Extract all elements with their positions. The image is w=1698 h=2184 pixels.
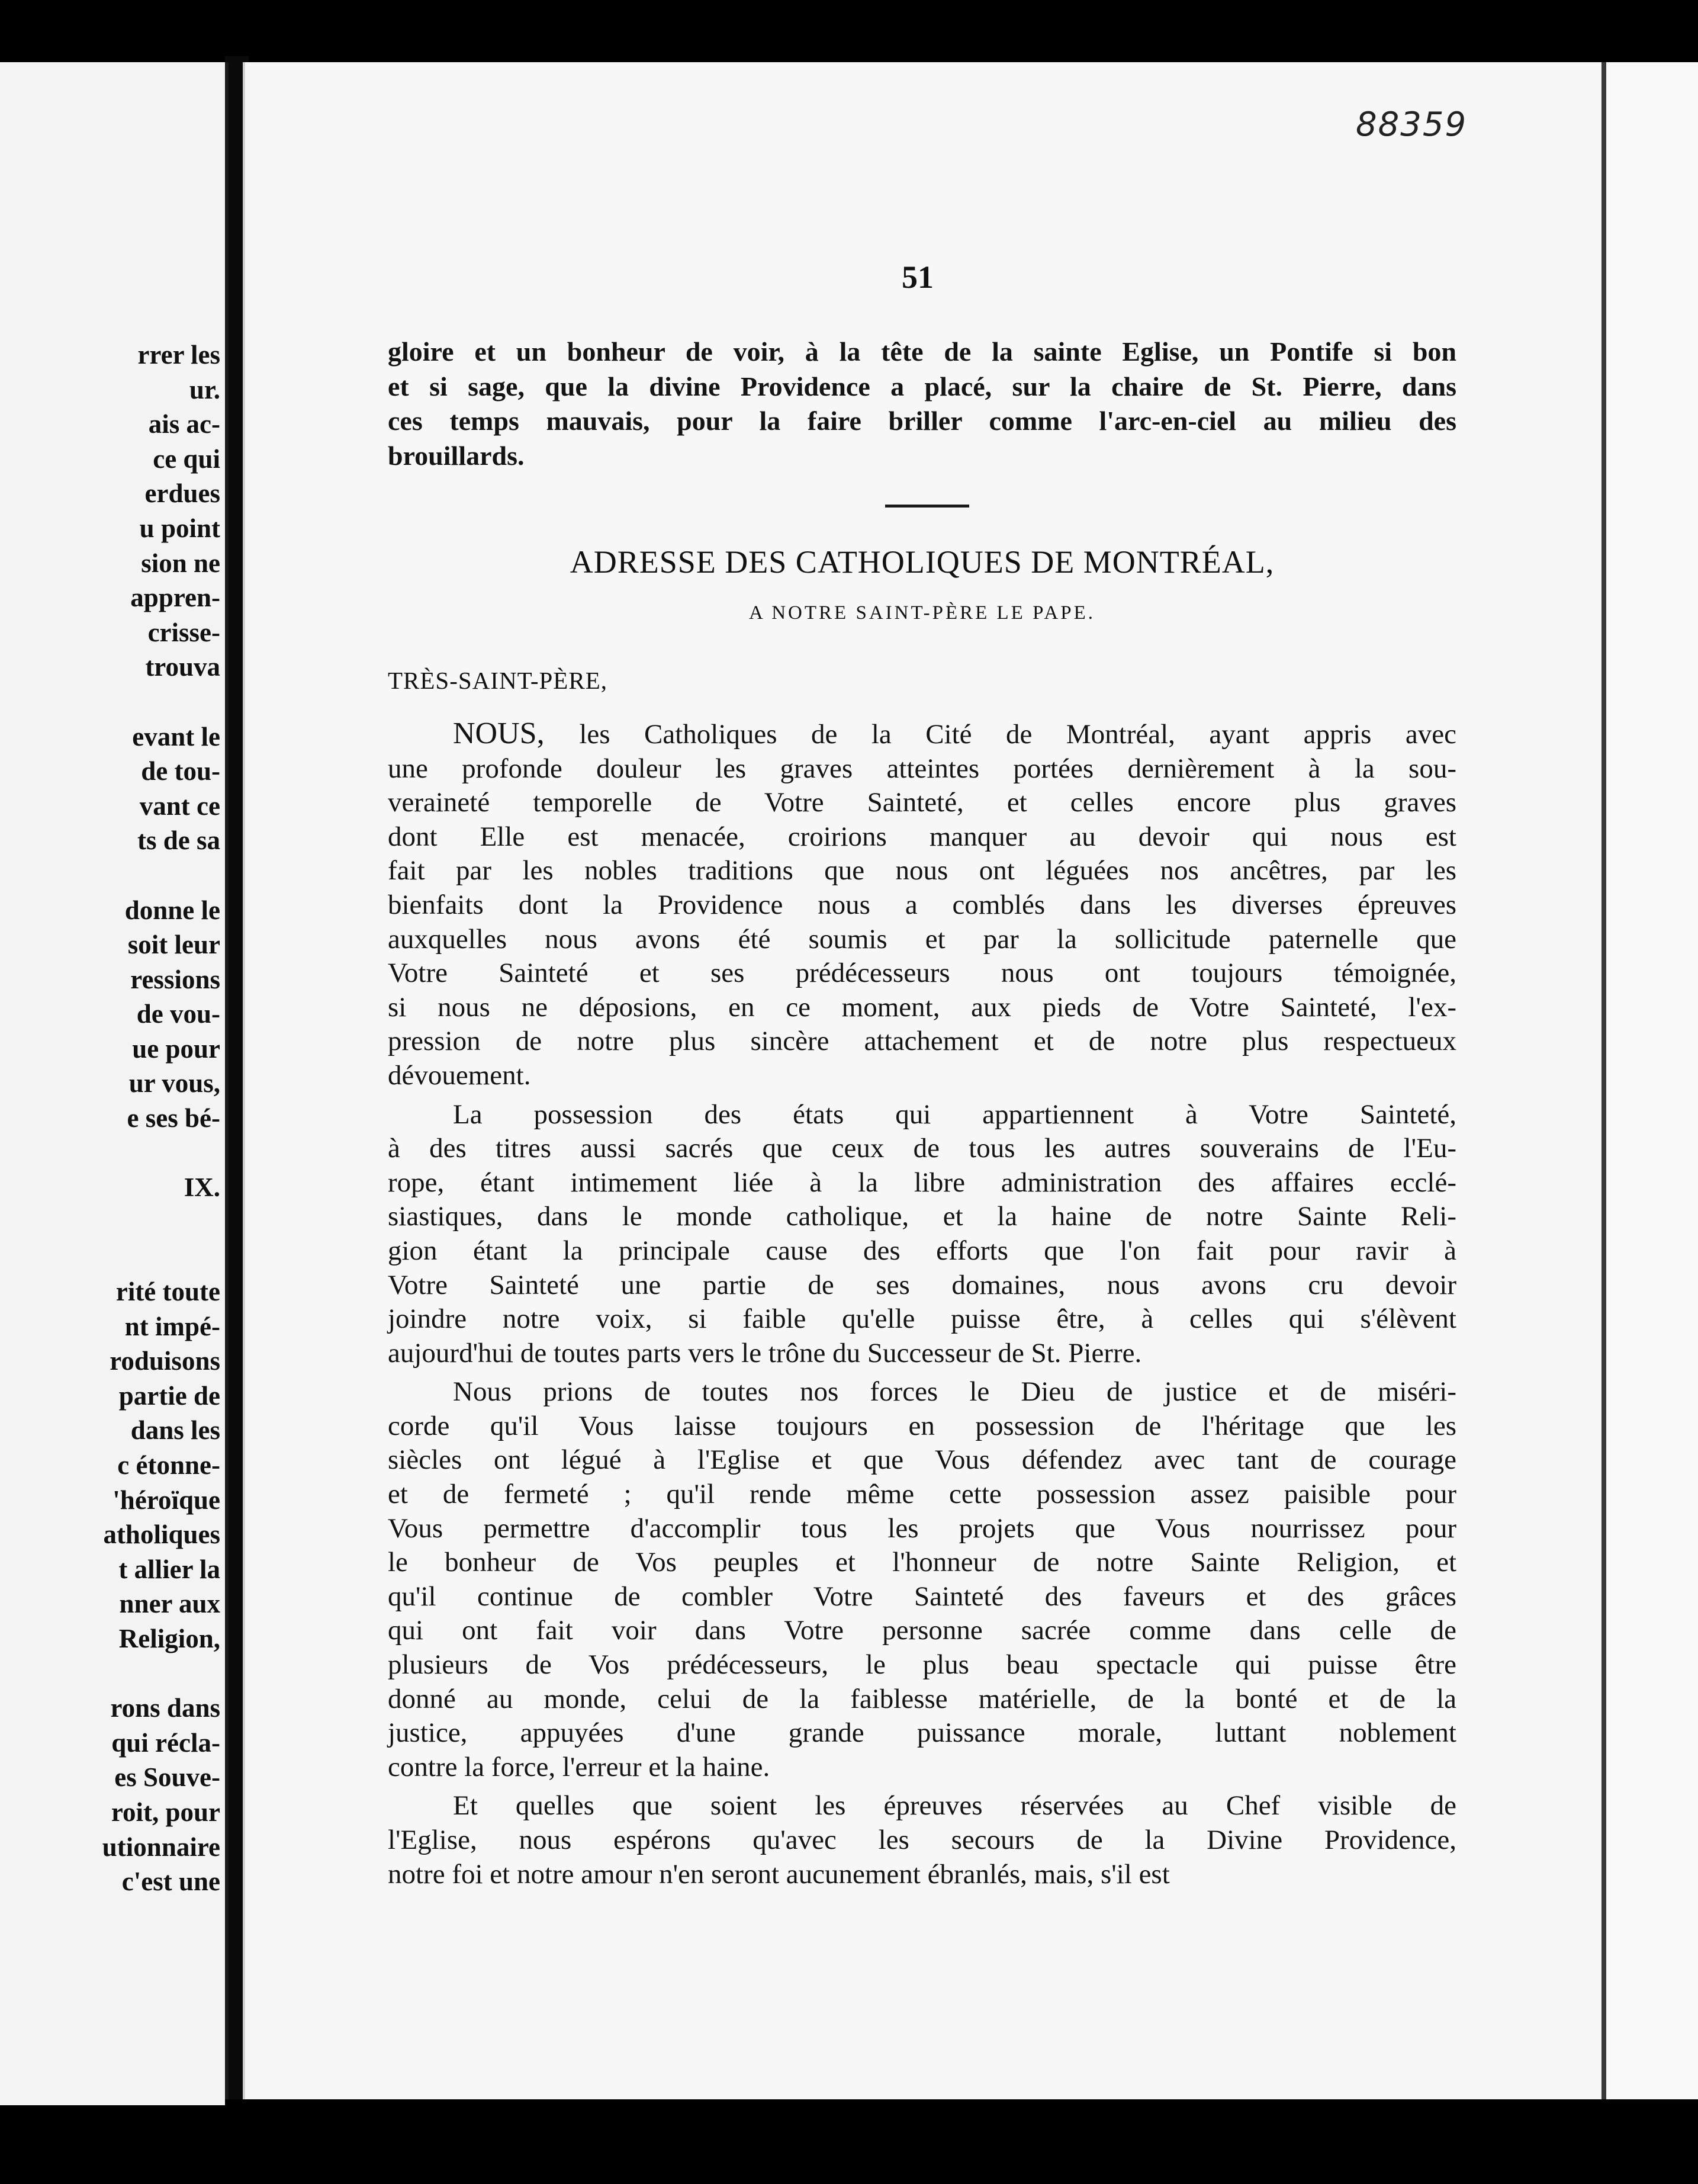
left-page-line: IX.	[184, 1173, 220, 1203]
left-page-line: es Souve-	[114, 1762, 220, 1793]
body-line: joindre notre voix, si faible qu'elle puisse être, à celles qui s'élèvent	[388, 1303, 1456, 1335]
left-page-line: Religion,	[118, 1623, 220, 1653]
left-page-line: evant le	[132, 721, 220, 751]
left-page-line: qui récla-	[111, 1727, 220, 1758]
left-page-line: t allier la	[118, 1554, 220, 1584]
left-page-line	[0, 1205, 220, 1240]
body-line: Vous permettre d'accomplir tous les projets que Vous nourrissez pour	[388, 1512, 1456, 1544]
body-line: contre la force, l'erreur et la haine.	[388, 1751, 770, 1782]
body-line: donné au monde, celui de la faiblesse matérielle, de la bonté et de la	[388, 1683, 1456, 1714]
intro-line: brouillards.	[388, 440, 525, 471]
body-line: dont Elle est menacée, croirions manquer au devoir qui nous est	[388, 821, 1456, 852]
body-line	[388, 1789, 1456, 1823]
left-page-line: rrer les	[137, 340, 220, 370]
body-line: qui ont fait voir dans Votre personne sacrée comme dans celle de	[388, 1615, 1456, 1646]
left-page-line: c'est une	[121, 1867, 220, 1897]
body-line: pression de notre plus sincère attachement et de notre plus respectueux	[388, 1026, 1456, 1057]
body-line: siastiques, dans le monde catholique, et la haine de notre Sainte Reli-	[388, 1201, 1456, 1232]
left-page-line: sion ne	[141, 548, 220, 578]
body-paragraph	[388, 1098, 1456, 1371]
left-page-line: de vou-	[136, 999, 220, 1029]
left-page-line: nner aux	[119, 1589, 220, 1619]
body-line: et de fermeté ; qu'il rende même cette possession assez paisible pour	[388, 1479, 1456, 1510]
left-page-line: u point	[139, 513, 220, 543]
body-line: rope, étant intimement liée à la libre administration des affaires ecclé-	[388, 1167, 1456, 1198]
catalog-number: 88359	[1356, 105, 1468, 144]
left-page-line: vant ce	[139, 791, 220, 821]
left-page-line: rité toute	[115, 1277, 220, 1307]
body-line	[388, 1375, 1456, 1409]
body-line: si nous ne déposions, en ce moment, aux pieds de Votre Sainteté, l'ex-	[388, 991, 1456, 1023]
body-line: à des titres aussi sacrés que ceux de tous les autres souverains de l'Eu-	[388, 1133, 1456, 1164]
body-line: une profonde douleur les graves atteintes portées dernièrement à la sou-	[388, 753, 1456, 784]
line-text: Et quelles que soient les épreuves réservées au Chef visible de	[453, 1790, 1456, 1822]
left-page-line: ur vous,	[128, 1068, 220, 1099]
body-line: bienfaits dont la Providence nous a comblés dans les diverses épreuves	[388, 889, 1456, 920]
left-facing-page	[0, 62, 229, 2105]
left-page-line: utionnaire	[102, 1832, 220, 1862]
left-page-line: erdues	[144, 478, 220, 509]
left-page-line	[0, 858, 220, 893]
body-line: fait par les nobles traditions que nous ont léguées nos ancêtres, par les	[388, 855, 1456, 887]
body-line: aujourd'hui de toutes parts vers le trône du Successeur de St. Pierre.	[388, 1337, 1142, 1369]
left-page-line: 'héroïque	[112, 1485, 220, 1515]
right-margin	[1606, 62, 1698, 2099]
section-heading: ADRESSE DES CATHOLIQUES DE MONTRÉAL,	[570, 544, 1275, 580]
body-line	[388, 717, 1456, 752]
body-line: auxquelles nous avons été soumis et par la sollicitude paternelle que	[388, 923, 1456, 955]
left-page-text	[0, 338, 220, 1899]
left-page-line: ressions	[130, 964, 220, 994]
left-page-line: roduisons	[110, 1346, 220, 1376]
body-line: justice, appuyées d'une grande puissance morale, luttant noblement	[388, 1717, 1456, 1749]
left-page-line: partie de	[118, 1380, 220, 1411]
left-page-line: trouva	[145, 652, 220, 682]
body-paragraph	[388, 1375, 1456, 1784]
left-page-line	[0, 1656, 220, 1691]
page-frame-line	[1601, 62, 1606, 2099]
page-number: 51	[902, 259, 934, 295]
left-page-line: ce qui	[153, 444, 220, 474]
scan-bottom-border	[225, 2099, 1698, 2184]
left-page-line: atholiques	[103, 1520, 220, 1550]
line-text: les Catholiques de la Cité de Montréal, ayant appris avec	[579, 719, 1457, 750]
line-text: La possession des états qui appartiennent à Votre Sainteté,	[453, 1099, 1456, 1130]
body-paragraph	[388, 717, 1456, 1093]
left-page-line: rons dans	[110, 1693, 220, 1723]
section-divider	[885, 505, 969, 508]
body-line: le bonheur de Vos peuples et l'honneur de notre Sainte Religion, et	[388, 1547, 1456, 1578]
lead-word: NOUS,	[453, 717, 580, 750]
body-line: notre foi et notre amour n'en seront aucunement ébranlés, mais, s'il est	[388, 1858, 1170, 1890]
left-page-line	[0, 1136, 220, 1171]
left-page-line: donne le	[124, 895, 220, 925]
body-line: Votre Sainteté une partie de ses domaines, nous avons cru devoir	[388, 1269, 1456, 1300]
left-page-line: de tou-	[141, 756, 220, 786]
line-text: Nous prions de toutes nos forces le Dieu de justice et de miséri-	[453, 1376, 1456, 1408]
address-body	[388, 717, 1456, 1896]
intro-line: gloire et un bonheur de voir, à la tête de la sainte Eglise, un Pontife si bon	[388, 336, 1456, 367]
left-page-line: c étonne-	[117, 1450, 220, 1480]
body-line: dévouement.	[388, 1059, 531, 1091]
left-page-line: nt impé-	[124, 1311, 220, 1341]
left-page-line: e ses bé-	[127, 1103, 220, 1133]
left-page-line	[0, 685, 220, 720]
body-line: Votre Sainteté et ses prédécesseurs nous ont toujours témoignée,	[388, 958, 1456, 989]
intro-line: ces temps mauvais, pour la faire briller comme l'arc-en-ciel au milieu des	[388, 406, 1456, 436]
left-page-line: ts de sa	[137, 826, 220, 856]
salutation: TRÈS-SAINT-PÈRE,	[388, 667, 607, 694]
intro-paragraph	[388, 335, 1456, 473]
body-line: plusieurs de Vos prédécesseurs, le plus beau spectacle qui puisse être	[388, 1649, 1456, 1681]
body-line: gion étant la principale cause des efforts que l'on fait pour ravir à	[388, 1235, 1456, 1266]
left-page-line: ue pour	[132, 1033, 220, 1064]
left-page-line: dans les	[130, 1415, 220, 1446]
left-page-line: ais ac-	[148, 409, 220, 439]
left-page-line: roit, pour	[111, 1797, 220, 1827]
intro-line: et si sage, que la divine Providence a placé, sur la chaire de St. Pierre, dans	[388, 371, 1456, 402]
body-line: veraineté temporelle de Votre Sainteté, et celles encore plus graves	[388, 787, 1456, 818]
body-line: siècles ont légué à l'Eglise et que Vous défendez avec tant de courage	[388, 1444, 1456, 1476]
body-line	[388, 1098, 1456, 1132]
body-paragraph	[388, 1789, 1456, 1891]
left-page-line	[0, 1239, 220, 1274]
section-subheading: A NOTRE SAINT-PÈRE LE PAPE.	[748, 602, 1096, 624]
body-line: corde qu'il Vous laisse toujours en possession de l'héritage que les	[388, 1410, 1456, 1441]
left-page-line: crisse-	[147, 617, 220, 647]
left-page-line: appren-	[130, 583, 220, 613]
left-page-line: soit leur	[127, 930, 220, 960]
body-line: qu'il continue de combler Votre Sainteté des faveurs et des grâces	[388, 1581, 1456, 1612]
left-page-line: ur.	[189, 374, 220, 404]
body-line: l'Eglise, nous espérons qu'avec les secours de la Divine Providence,	[388, 1825, 1456, 1855]
